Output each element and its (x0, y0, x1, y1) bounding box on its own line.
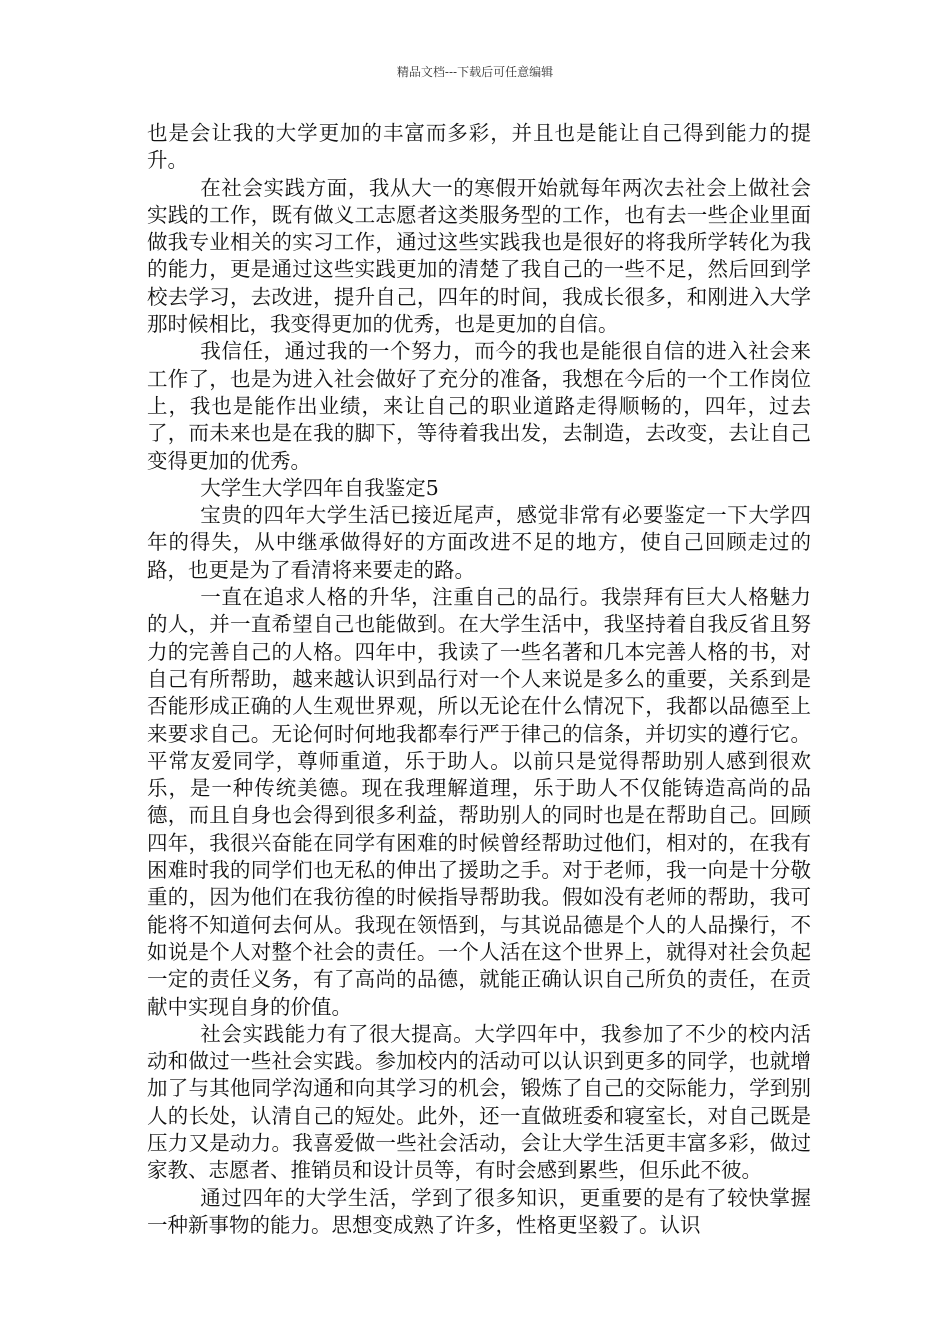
paragraph-2: 在社会实践方面，我从大一的寒假开始就每年两次去社会上做社会实践的工作，既有做义工志愿者这类服务型的工作，也有去一些企业里面做我专业相关的实习工作，通过这些实践我也是很好的将我所学转化为我的能力，更是通过这些实践更加的清楚了我自己的一些不足，然后回到学校去学习，去改进，提升自己，四年的时间，我成长很多，和刚进入大学那时候相比，我变得更加的优秀，也是更加的自信。 (147, 175, 811, 337)
section-heading: 大学生大学四年自我鉴定5 (200, 475, 439, 500)
paragraph-4: 宝贵的四年大学生活已接近尾声，感觉非常有必要鉴定一下大学四年的得失，从中继承做得好的方面改进不足的地方，使自己回顾走过的路，也更是为了看清将来要走的路。 (147, 503, 811, 582)
document-body (147, 120, 811, 1239)
paragraph-6: 社会实践能力有了很大提高。大学四年中，我参加了不少的校内活动和做过一些社会实践。参加校内的活动可以认识到更多的同学，也就增加了与其他同学沟通和向其学习的机会，锻炼了自己的交际能力，学到别人的长处，认清自己的短处。此外，还一直做班委和寝室长，对自己既是压力又是动力。我喜爱做一些社会活动，会让大学生活更丰富多彩，做过家教、志愿者、推销员和设计员等，有时会感到累些，但乐此不彼。 (147, 1021, 811, 1183)
paragraph-7: 通过四年的大学生活，学到了很多知识，更重要的是有了较快掌握一种新事物的能力。思想变成熟了许多，性格更坚毅了。认识 (147, 1185, 811, 1237)
page-header: 精品文档---下载后可任意编辑 (396, 65, 554, 79)
paragraph-1: 也是会让我的大学更加的丰富而多彩，并且也是能让自己得到能力的提升。 (147, 121, 811, 173)
paragraph-3: 我信任，通过我的一个努力，而今的我也是能很自信的进入社会来工作了，也是为进入社会做好了充分的准备，我想在今后的一个工作岗位上，我也是能作出业绩，来让自己的职业道路走得顺畅的，四年，过去了，而未来也是在我的脚下，等待着我出发，去制造，去改变，去让自己变得更加的优秀。 (147, 339, 811, 473)
paragraph-5: 一直在追求人格的升华，注重自己的品行。我崇拜有巨大人格魅力的人，并一直希望自己也能做到。在大学生活中，我坚持着自我反省且努力的完善自己的人格。四年中，我读了一些名著和几本完善人格的书，对自己有所帮助，越来越认识到品行对一个人来说是多么的重要，关系到是否能形成正确的人生观世界观，所以无论在什么情况下，我都以品德至上来要求自己。无论何时何地我都奉行严于律己的信条，并切实的遵行它。平常友爱同学，尊师重道，乐于助人。以前只是觉得帮助别人感到很欢乐，是一种传统美德。现在我理解道理，乐于助人不仅能铸造高尚的品德，而且自身也会得到很多利益，帮助别人的同时也是在帮助自己。回顾四年，我很兴奋能在同学有困难的时候曾经帮助过他们，相对的，在我有困难时我的同学们也无私的伸出了援助之手。对于老师，我一向是十分敬重的，因为他们在我彷徨的时候指导帮助我。假如没有老师的帮助，我可能将不知道何去何从。我现在领悟到，与其说品德是个人的人品操行，不如说是个人对整个社会的责任。一个人活在这个世界上，就得对社会负起一定的责任义务，有了高尚的品德，就能正确认识自己所负的责任，在贡献中实现自身的价值。 (147, 585, 811, 1019)
